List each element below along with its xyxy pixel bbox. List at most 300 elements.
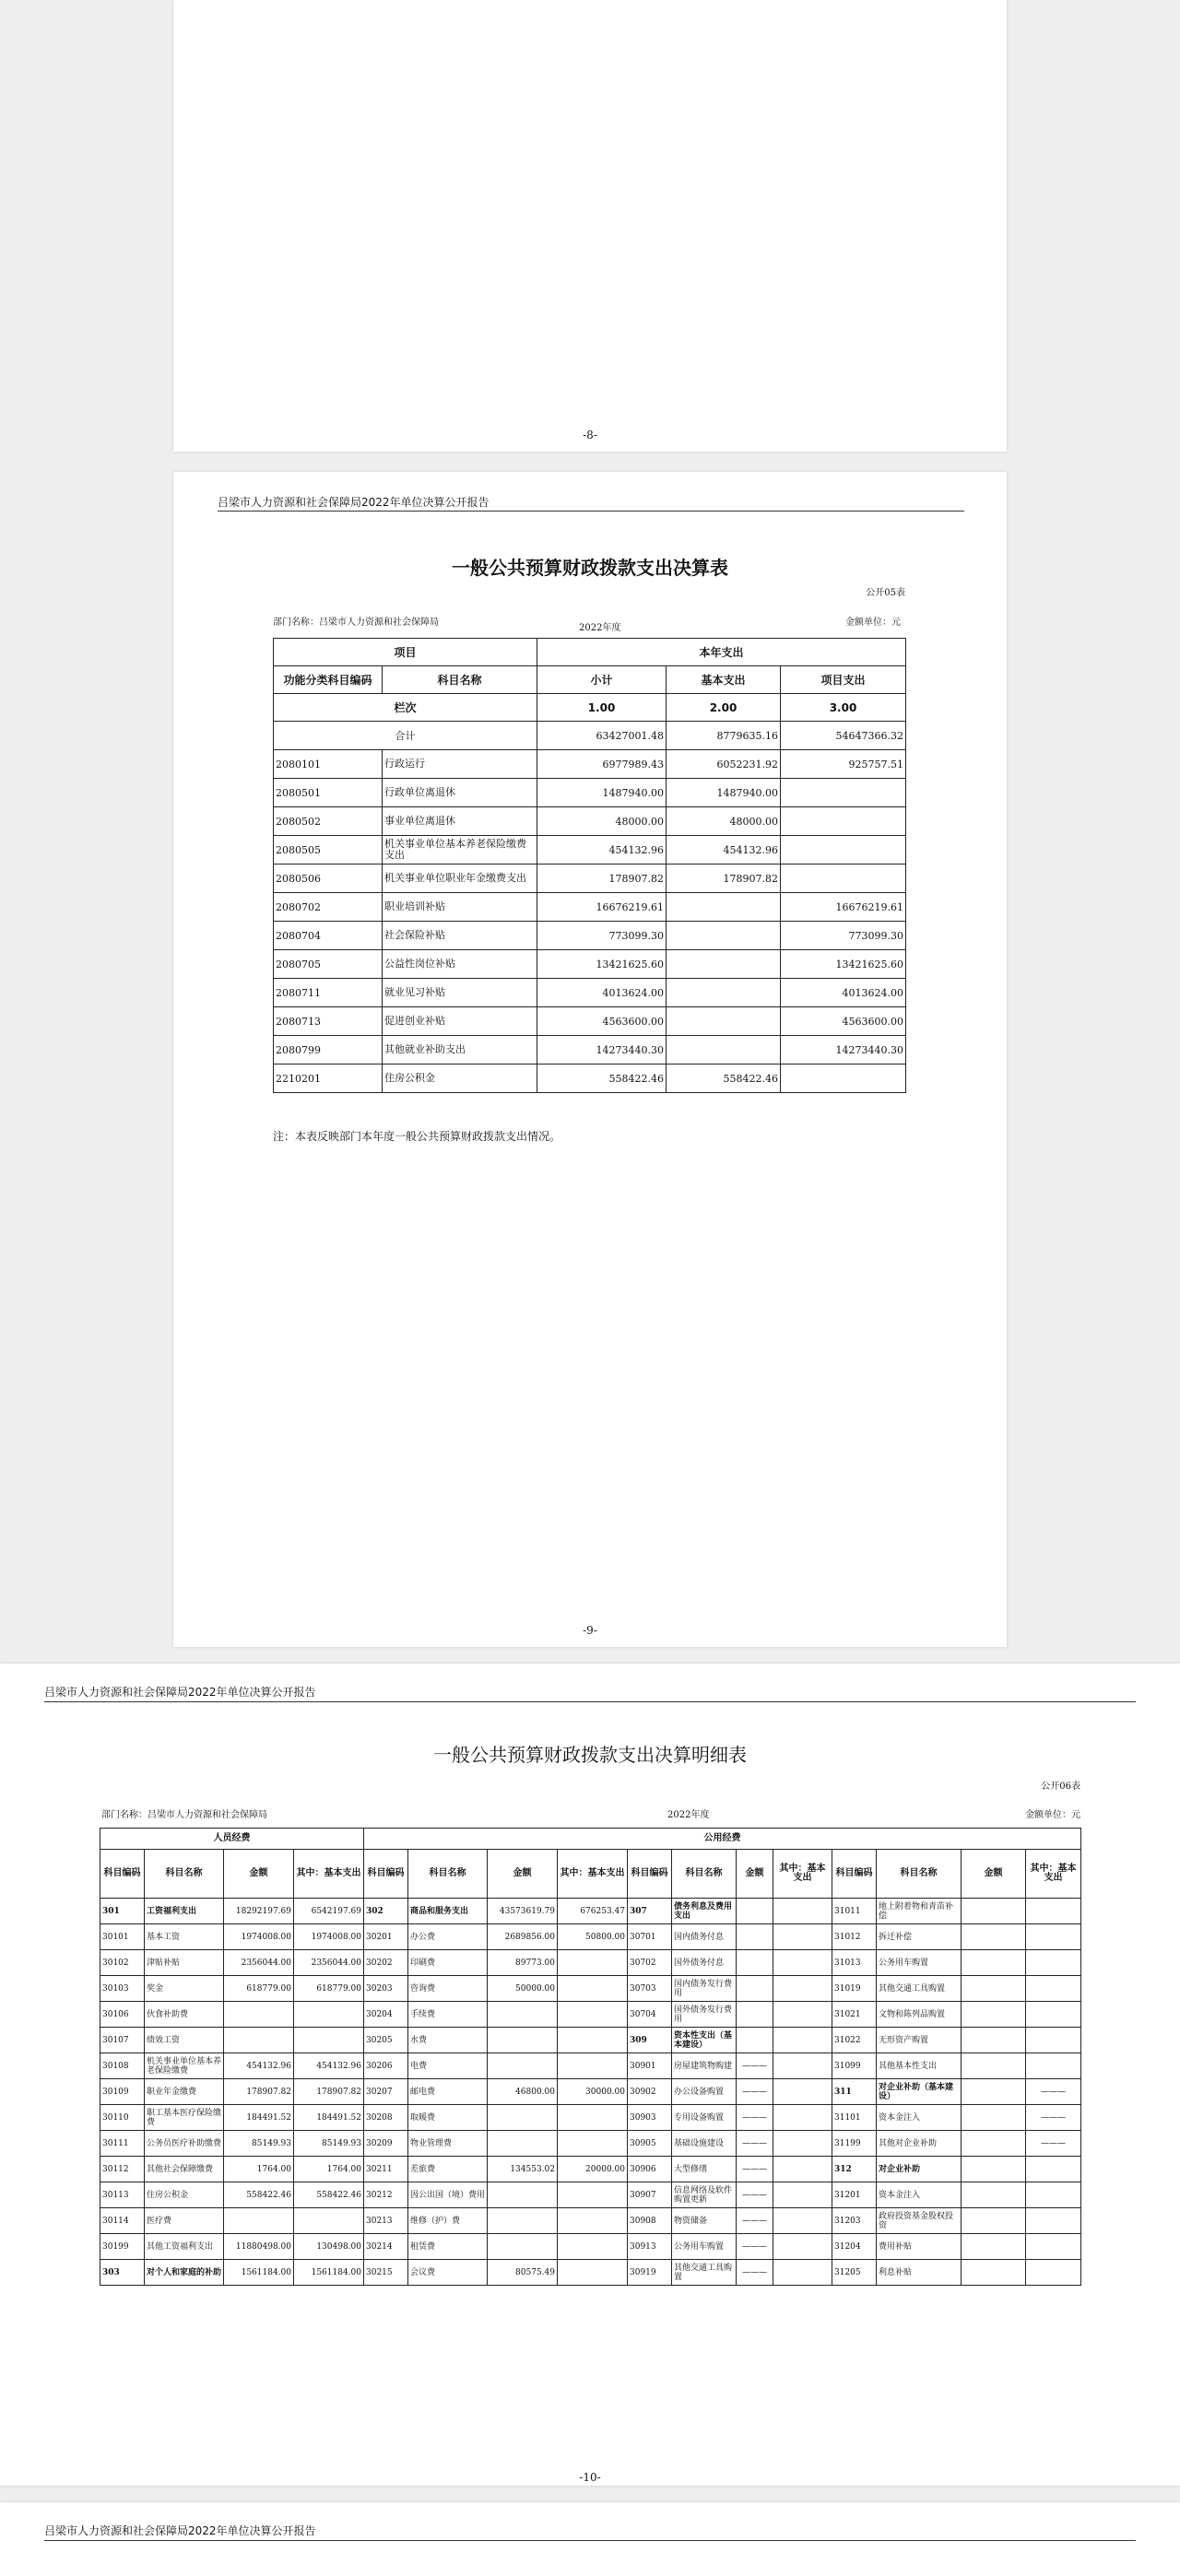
total-label: 合计 [274, 722, 537, 750]
column-header: 科目名称 [145, 1850, 224, 1899]
table-row [274, 893, 906, 922]
table-cell: 咨询费 [408, 1976, 488, 2002]
table-cell [558, 2208, 628, 2234]
table-cell: 6542197.69 [294, 1899, 364, 1924]
table-cell: 取暖费 [408, 2105, 488, 2131]
table-cell: ——— [737, 2105, 773, 2131]
cell-code: 2080704 [274, 922, 383, 950]
expenditure-table [273, 638, 906, 1093]
header-code: 功能分类科目编码 [274, 666, 383, 694]
table-cell: 文物和陈列品购置 [877, 2002, 962, 2028]
table-cell: 基础设施建设 [672, 2131, 737, 2157]
table-cell: 30704 [628, 2002, 672, 2028]
table-cell: 手续费 [408, 2002, 488, 2028]
table-cell: ——— [1026, 2105, 1081, 2131]
table-cell [558, 1976, 628, 2002]
expenditure-detail-table [100, 1828, 1081, 2286]
table-cell [773, 2157, 832, 2182]
cell-basic: 454132.96 [667, 836, 781, 865]
table-row [100, 2053, 1081, 2079]
table-cell [558, 1950, 628, 1976]
header-expenditure: 本年支出 [537, 639, 906, 666]
table-cell: 2356044.00 [224, 1950, 294, 1976]
table-row [100, 2208, 1081, 2234]
table-cell [773, 2208, 832, 2234]
table-cell: 184491.52 [294, 2105, 364, 2131]
table-cell [294, 2028, 364, 2053]
table-cell: 43573619.79 [488, 1899, 558, 1924]
table-cell: 30106 [100, 2002, 145, 2028]
page-10 [0, 1664, 1180, 2486]
cell-proj [781, 865, 906, 893]
page-8 [173, 0, 1007, 452]
cell-code: 2080799 [274, 1036, 383, 1065]
cell-sub: 13421625.60 [537, 950, 667, 979]
table-cell: 31099 [832, 2053, 877, 2079]
cell-name: 社会保险补贴 [383, 922, 537, 950]
table-cell [962, 1899, 1026, 1924]
table-cell [773, 1950, 832, 1976]
table-cell [1026, 2028, 1081, 2053]
column-1: 1.00 [537, 694, 667, 722]
column-3: 3.00 [781, 694, 906, 722]
table-cell [488, 2234, 558, 2260]
table-row [100, 2131, 1081, 2157]
table-cell [488, 2105, 558, 2131]
table-cell: 1974008.00 [224, 1924, 294, 1950]
table-cell: 信息网络及软件购置更新 [672, 2182, 737, 2208]
cell-basic: 558422.46 [667, 1065, 781, 1093]
table-cell: 30905 [628, 2131, 672, 2157]
table-cell: 31011 [832, 1899, 877, 1924]
cell-proj: 14273440.30 [781, 1036, 906, 1065]
table-cell [737, 1899, 773, 1924]
table-cell: 资本金注入 [877, 2105, 962, 2131]
table-cell: 80575.49 [488, 2260, 558, 2286]
table-cell: 职工基本医疗保险缴费 [145, 2105, 224, 2131]
table-cell: 债务利息及费用支出 [672, 1899, 737, 1924]
page-9 [173, 472, 1007, 1647]
table-cell [558, 2053, 628, 2079]
table-cell: 30205 [364, 2028, 408, 2053]
table-cell [962, 2182, 1026, 2208]
table-cell: 454132.96 [224, 2053, 294, 2079]
table-cell: 国外债务付息 [672, 1950, 737, 1976]
table-cell: ——— [737, 2157, 773, 2182]
table-cell: ——— [737, 2079, 773, 2105]
table-row [100, 1899, 1081, 1924]
table-cell: 电费 [408, 2053, 488, 2079]
table-cell [488, 2182, 558, 2208]
table-cell: 303 [100, 2260, 145, 2286]
column-header: 科目名称 [408, 1850, 488, 1899]
cell-basic [667, 1036, 781, 1065]
table-cell: 30207 [364, 2079, 408, 2105]
table-cell: 31012 [832, 1924, 877, 1950]
table-cell [488, 2028, 558, 2053]
amount-unit: 金额单位：元 [845, 618, 901, 628]
table-row [100, 1924, 1081, 1950]
table-cell: 国内债务付息 [672, 1924, 737, 1950]
cell-sub: 48000.00 [537, 807, 667, 836]
table-cell [558, 2105, 628, 2131]
table-cell [1026, 2053, 1081, 2079]
cell-name: 事业单位离退休 [383, 807, 537, 836]
cell-basic [667, 893, 781, 922]
page-number: -10- [579, 2471, 601, 2484]
table-cell [962, 2053, 1026, 2079]
cell-name: 促进创业补贴 [383, 1007, 537, 1036]
table-row [100, 1950, 1081, 1976]
table-cell [962, 2234, 1026, 2260]
table-cell [1026, 2182, 1081, 2208]
cell-name: 机关事业单位基本养老保险缴费支出 [383, 836, 537, 865]
cell-sub: 6977989.43 [537, 750, 667, 779]
cell-proj: 925757.51 [781, 750, 906, 779]
table-cell [773, 2260, 832, 2286]
table-cell: 30101 [100, 1924, 145, 1950]
table-row [100, 2182, 1081, 2208]
table-cell [773, 2028, 832, 2053]
table-cell [962, 1950, 1026, 1976]
table-cell: 30906 [628, 2157, 672, 2182]
table-cell: ——— [737, 2053, 773, 2079]
table-cell [1026, 2157, 1081, 2182]
table-row [100, 2002, 1081, 2028]
table-cell: 国外债务发行费用 [672, 2002, 737, 2028]
table-cell: 奖金 [145, 1976, 224, 2002]
table-cell: 30703 [628, 1976, 672, 2002]
table-row [274, 979, 906, 1007]
table-cell [773, 2002, 832, 2028]
column-header: 科目名称 [877, 1850, 962, 1899]
table-cell: 30201 [364, 1924, 408, 1950]
table-cell: 公务员医疗补助缴费 [145, 2131, 224, 2157]
table-cell: 31013 [832, 1950, 877, 1976]
table-cell: 2356044.00 [294, 1950, 364, 1976]
page-11 [0, 2502, 1180, 2576]
table-cell: 1974008.00 [294, 1924, 364, 1950]
table-cell: 312 [832, 2157, 877, 2182]
table-cell: 30202 [364, 1950, 408, 1976]
table-cell: 其他社会保障缴费 [145, 2157, 224, 2182]
table-cell: 31021 [832, 2002, 877, 2028]
column-header: 金额 [488, 1850, 558, 1899]
table-cell [737, 2028, 773, 2053]
table-cell: 178907.82 [294, 2079, 364, 2105]
table-cell [773, 1976, 832, 2002]
table-row [100, 2260, 1081, 2286]
table-cell [962, 2131, 1026, 2157]
table-cell: 专用设备购置 [672, 2105, 737, 2131]
table-cell [737, 1950, 773, 1976]
table-row [274, 950, 906, 979]
table-cell: 对企业补助（基本建设） [877, 2079, 962, 2105]
column-header: 金额 [224, 1850, 294, 1899]
table-cell: 178907.82 [224, 2079, 294, 2105]
table-cell [773, 2182, 832, 2208]
table-cell: 工资福利支出 [145, 1899, 224, 1924]
table-cell: 2689856.00 [488, 1924, 558, 1950]
table-cell [773, 2053, 832, 2079]
table-cell: 31205 [832, 2260, 877, 2286]
table-cell [737, 1976, 773, 2002]
table-cell: 85149.93 [224, 2131, 294, 2157]
table-cell: 对个人和家庭的补助 [145, 2260, 224, 2286]
table-cell: 因公出国（境）费用 [408, 2182, 488, 2208]
table-cell: ——— [737, 2234, 773, 2260]
table-cell [558, 2182, 628, 2208]
cell-code: 2080713 [274, 1007, 383, 1036]
header-name: 科目名称 [383, 666, 537, 694]
table-cell: 30903 [628, 2105, 672, 2131]
table-cell: 职业年金缴费 [145, 2079, 224, 2105]
cell-code: 2080711 [274, 979, 383, 1007]
table-cell: 30114 [100, 2208, 145, 2234]
table-cell: 46800.00 [488, 2079, 558, 2105]
table-cell: 558422.46 [224, 2182, 294, 2208]
table-row [274, 779, 906, 807]
table-cell: 国内债务发行费用 [672, 1976, 737, 2002]
table-cell: 30199 [100, 2234, 145, 2260]
header-rule [44, 2540, 1136, 2541]
table-cell [488, 2131, 558, 2157]
table-cell [294, 2002, 364, 2028]
cell-basic [667, 979, 781, 1007]
table-cell: 50800.00 [558, 1924, 628, 1950]
cell-code: 2080705 [274, 950, 383, 979]
table-row [100, 2234, 1081, 2260]
table-cell: 618779.00 [224, 1976, 294, 2002]
cell-name: 公益性岗位补贴 [383, 950, 537, 979]
table-cell: 30000.00 [558, 2079, 628, 2105]
table-cell: 30902 [628, 2079, 672, 2105]
table-cell: 津贴补贴 [145, 1950, 224, 1976]
table-title: 一般公共预算财政拨款支出决算明细表 [433, 1744, 747, 1766]
table-cell: ——— [1026, 2079, 1081, 2105]
table-cell: 30203 [364, 1976, 408, 2002]
table-row [100, 2028, 1081, 2053]
cell-name: 住房公积金 [383, 1065, 537, 1093]
table-cell [737, 2002, 773, 2028]
cell-code: 2080506 [274, 865, 383, 893]
table-number: 公开05表 [866, 588, 905, 598]
table-cell: ——— [737, 2182, 773, 2208]
cell-basic: 6052231.92 [667, 750, 781, 779]
table-cell: 50000.00 [488, 1976, 558, 2002]
table-cell: 31203 [832, 2208, 877, 2234]
table-cell: 1561184.00 [224, 2260, 294, 2286]
table-cell: 其他交通工具购置 [877, 1976, 962, 2002]
table-cell: 30103 [100, 1976, 145, 2002]
table-cell: 利息补贴 [877, 2260, 962, 2286]
table-cell [224, 2002, 294, 2028]
table-cell: 30215 [364, 2260, 408, 2286]
cell-name: 就业见习补贴 [383, 979, 537, 1007]
table-cell [1026, 1924, 1081, 1950]
table-cell: 30213 [364, 2208, 408, 2234]
table-cell: ——— [737, 2208, 773, 2234]
table-cell: 30212 [364, 2182, 408, 2208]
table-row [274, 922, 906, 950]
cell-code: 2080702 [274, 893, 383, 922]
table-cell: 618779.00 [294, 1976, 364, 2002]
cell-proj [781, 1065, 906, 1093]
table-row [100, 2157, 1081, 2182]
table-cell: 31201 [832, 2182, 877, 2208]
table-cell [1026, 1899, 1081, 1924]
table-cell: 住房公积金 [145, 2182, 224, 2208]
cell-sub: 14273440.30 [537, 1036, 667, 1065]
table-cell: 1764.00 [294, 2157, 364, 2182]
table-cell: 30701 [628, 1924, 672, 1950]
table-cell: 公务用车购置 [672, 2234, 737, 2260]
cell-code: 2210201 [274, 1065, 383, 1093]
table-cell: 其他工资福利支出 [145, 2234, 224, 2260]
table-cell: 301 [100, 1899, 145, 1924]
header-item: 项目 [274, 639, 537, 666]
table-cell: 邮电费 [408, 2079, 488, 2105]
table-cell [737, 1924, 773, 1950]
page-number: -8- [583, 429, 597, 441]
table-row [274, 836, 906, 865]
table-cell: 资本金注入 [877, 2182, 962, 2208]
table-cell [1026, 2260, 1081, 2286]
column-header: 其中：基本支出 [773, 1850, 832, 1899]
table-cell [773, 2131, 832, 2157]
cell-proj [781, 779, 906, 807]
table-cell: 对企业补助 [877, 2157, 962, 2182]
cell-proj [781, 807, 906, 836]
cell-code: 2080505 [274, 836, 383, 865]
table-cell: 30111 [100, 2131, 145, 2157]
table-cell [962, 2079, 1026, 2105]
table-cell: 房屋建筑物购建 [672, 2053, 737, 2079]
table-cell: 184491.52 [224, 2105, 294, 2131]
table-cell: 20000.00 [558, 2157, 628, 2182]
table-cell [294, 2208, 364, 2234]
table-cell: 18292197.69 [224, 1899, 294, 1924]
table-cell: 31019 [832, 1976, 877, 2002]
table-row [274, 750, 906, 779]
amount-unit: 金额单位：元 [1025, 1810, 1080, 1820]
table-cell: 拆迁补偿 [877, 1924, 962, 1950]
fiscal-year: 2022年度 [667, 1810, 710, 1820]
table-cell: 130498.00 [294, 2234, 364, 2260]
column-header: 科目名称 [672, 1850, 737, 1899]
table-cell: 1764.00 [224, 2157, 294, 2182]
table-cell: 558422.46 [294, 2182, 364, 2208]
table-cell [1026, 2234, 1081, 2260]
cell-sub: 4013624.00 [537, 979, 667, 1007]
total-basic: 8779635.16 [667, 722, 781, 750]
table-cell: 30107 [100, 2028, 145, 2053]
header-project: 项目支出 [781, 666, 906, 694]
table-cell: 1561184.00 [294, 2260, 364, 2286]
cell-name: 行政单位离退休 [383, 779, 537, 807]
table-cell: 89773.00 [488, 1950, 558, 1976]
table-cell: 办公费 [408, 1924, 488, 1950]
table-cell [224, 2028, 294, 2053]
cell-sub: 4563600.00 [537, 1007, 667, 1036]
table-cell: 商品和服务支出 [408, 1899, 488, 1924]
table-cell: 676253.47 [558, 1899, 628, 1924]
total-subtotal: 63427001.48 [537, 722, 667, 750]
table-cell: 机关事业单位基本养老保险缴费 [145, 2053, 224, 2079]
cell-basic: 48000.00 [667, 807, 781, 836]
table-cell [488, 2208, 558, 2234]
column-2: 2.00 [667, 694, 781, 722]
table-cell: 311 [832, 2079, 877, 2105]
table-cell [488, 2053, 558, 2079]
cell-proj: 16676219.61 [781, 893, 906, 922]
table-cell [962, 2028, 1026, 2053]
table-row [274, 1007, 906, 1036]
table-cell: 30204 [364, 2002, 408, 2028]
table-cell [773, 1899, 832, 1924]
table-cell: 水费 [408, 2028, 488, 2053]
cell-basic: 178907.82 [667, 865, 781, 893]
table-cell: 11880498.00 [224, 2234, 294, 2260]
cell-proj: 773099.30 [781, 922, 906, 950]
cell-proj: 13421625.60 [781, 950, 906, 979]
cell-proj [781, 836, 906, 865]
table-cell [558, 2002, 628, 2028]
table-cell: 30211 [364, 2157, 408, 2182]
table-cell: 30908 [628, 2208, 672, 2234]
table-cell: 30907 [628, 2182, 672, 2208]
table-cell: 政府投资基金股权投资 [877, 2208, 962, 2234]
table-cell: 物业管理费 [408, 2131, 488, 2157]
table-cell: 30214 [364, 2234, 408, 2260]
table-cell: 30209 [364, 2131, 408, 2157]
cell-name: 其他就业补助支出 [383, 1036, 537, 1065]
table-cell [962, 2157, 1026, 2182]
table-row [100, 1976, 1081, 2002]
cell-basic: 1487940.00 [667, 779, 781, 807]
table-cell: 差旅费 [408, 2157, 488, 2182]
cell-sub: 178907.82 [537, 865, 667, 893]
table-cell [224, 2208, 294, 2234]
table-row [274, 807, 906, 836]
table-cell: 30109 [100, 2079, 145, 2105]
fiscal-year: 2022年度 [579, 623, 621, 633]
table-cell: 伙食补助费 [145, 2002, 224, 2028]
page-number: -9- [583, 1624, 597, 1637]
table-cell: 134553.02 [488, 2157, 558, 2182]
cell-proj: 4563600.00 [781, 1007, 906, 1036]
table-cell: 302 [364, 1899, 408, 1924]
table-cell [962, 2260, 1026, 2286]
table-cell [558, 2028, 628, 2053]
table-cell: 30919 [628, 2260, 672, 2286]
table-cell: 307 [628, 1899, 672, 1924]
table-cell: 印刷费 [408, 1950, 488, 1976]
cell-basic [667, 950, 781, 979]
table-cell [1026, 2002, 1081, 2028]
cell-name: 行政运行 [383, 750, 537, 779]
table-cell: 资本性支出（基本建设） [672, 2028, 737, 2053]
table-cell: 30112 [100, 2157, 145, 2182]
table-cell: ——— [737, 2260, 773, 2286]
header-subtotal: 小计 [537, 666, 667, 694]
column-header: 科目编码 [628, 1850, 672, 1899]
table-cell: 地上附着物和青苗补偿 [877, 1899, 962, 1924]
table-cell: 31101 [832, 2105, 877, 2131]
cell-sub: 773099.30 [537, 922, 667, 950]
table-cell: 会议费 [408, 2260, 488, 2286]
table-cell: 医疗费 [145, 2208, 224, 2234]
